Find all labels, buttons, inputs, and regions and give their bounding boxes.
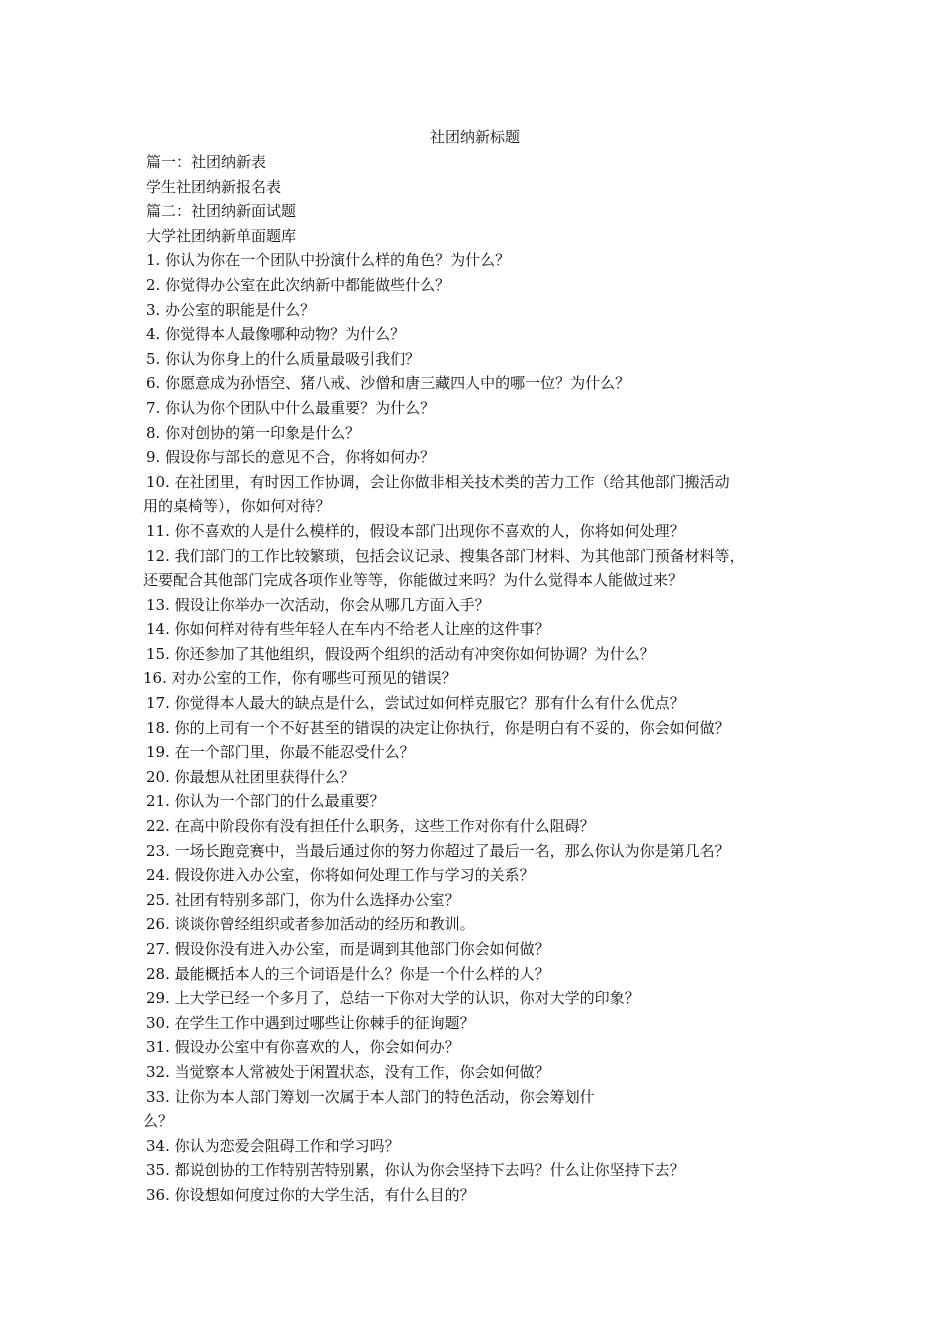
question-item: 12. 我们部门的工作比较繁琐，包括会议记录、搜集各部门材料、为其他部门预备材料等，: [146, 546, 745, 565]
question-item: 17. 你觉得本人最大的缺点是什么，尝试过如何样克服它？那有什么有什么优点？: [146, 694, 685, 713]
section-subheading: 学生社团纳新报名表: [146, 177, 282, 196]
question-item: 16. 对办公室的工作，你有哪些可预见的错误？: [143, 669, 457, 688]
question-item: 33. 让你为本人部门筹划一次属于本人部门的特色活动，你会筹划什: [146, 1087, 595, 1106]
question-item: 3. 办公室的职能是什么？: [146, 300, 316, 319]
question-item: 34. 你认为恋爱会阻碍工作和学习吗？: [146, 1136, 400, 1155]
section-heading: 篇二：社团纳新面试题: [146, 202, 297, 221]
question-item: 32. 当觉察本人常被处于闲置状态，没有工作，你会如何做？: [146, 1062, 550, 1081]
question-item: 19. 在一个部门里，你最不能忍受什么？: [146, 743, 415, 762]
question-item: 7. 你认为你个团队中什么最重要？为什么？: [146, 398, 436, 417]
question-item: 8. 你对创协的第一印象是什么？: [146, 423, 361, 442]
section-subheading: 大学社团纳新单面题库: [146, 226, 297, 245]
document-body: [143, 150, 826, 1208]
question-item-continuation: 用的桌椅等），你如何对待？: [143, 497, 331, 516]
question-item: 13. 假设让你举办一次活动，你会从哪几方面入手？: [146, 595, 490, 614]
question-item: 30. 在学生工作中遇到过哪些让你棘手的征询题？: [146, 1013, 475, 1032]
question-item: 11. 你不喜欢的人是什么模样的，假设本部门出现你不喜欢的人，你将如何处理？: [146, 521, 685, 540]
question-item-continuation: 么？: [143, 1112, 174, 1131]
question-item: 18. 你的上司有一个不好甚至的错误的决定让你执行，你是明白有不妥的，你会如何做？: [146, 718, 730, 737]
question-item: 31. 假设办公室中有你喜欢的人，你会如何办？: [146, 1038, 460, 1057]
question-item: 29. 上大学已经一个多月了，总结一下你对大学的认识，你对大学的印象？: [146, 989, 640, 1008]
question-item-continuation: 还要配合其他部门完成各项作业等等，你能做过来吗？为什么觉得本人能做过来？: [143, 571, 684, 590]
question-item: 28. 最能概括本人的三个词语是什么？你是一个什么样的人？: [146, 964, 550, 983]
section-heading: 篇一：社团纳新表: [146, 153, 267, 171]
question-item: 36. 你设想如何度过你的大学生活，有什么目的？: [146, 1185, 475, 1204]
question-item: 1. 你认为你在一个团队中扮演什么样的角色？为什么？: [146, 251, 511, 270]
question-item: 22. 在高中阶段你有没有担任什么职务，这些工作对你有什么阻碍？: [146, 817, 595, 836]
question-item: 6. 你愿意成为孙悟空、猪八戒、沙僧和唐三藏四人中的哪一位？为什么？: [146, 374, 631, 393]
question-item: 20. 你最想从社团里获得什么？: [146, 767, 355, 786]
question-item: 21. 你认为一个部门的什么最重要？: [146, 792, 385, 811]
question-item: 9. 假设你与部长的意见不合，你将如何办？: [146, 448, 436, 467]
question-item: 35. 都说创协的工作特别苦特别累，你认为你会坚持下去吗？什么让你坚持下去？: [146, 1161, 685, 1180]
document-title: 社团纳新标题: [429, 128, 520, 146]
question-item: 24. 假设你进入办公室，你将如何处理工作与学习的关系？: [146, 866, 535, 885]
question-item: 2. 你觉得办公室在此次纳新中都能做些什么？: [146, 275, 451, 294]
question-item: 15. 你还参加了其他组织，假设两个组织的活动有冲突你如何协调？为什么？: [146, 644, 655, 663]
question-item: 25. 社团有特别多部门，你为什么选择办公室？: [146, 890, 460, 909]
question-item: 10. 在社团里，有时因工作协调，会让你做非相关技术类的苦力工作（给其他部门搬活动: [146, 472, 730, 491]
question-item: 5. 你认为你身上的什么质量最吸引我们？: [146, 349, 421, 368]
question-item: 27. 假设你没有进入办公室，而是调到其他部门你会如何做？: [146, 940, 550, 958]
question-item: 4. 你觉得本人最像哪种动物？为什么？: [146, 325, 406, 344]
question-item: 26. 谈谈你曾经组织或者参加活动的经历和教训。: [146, 915, 475, 934]
question-item: 23. 一场长跑竞赛中，当最后通过你的努力你超过了最后一名，那么你认为你是第几名？: [146, 841, 730, 860]
question-item: 14. 你如何样对待有些年轻人在车内不给老人让座的这件事？: [146, 620, 550, 639]
